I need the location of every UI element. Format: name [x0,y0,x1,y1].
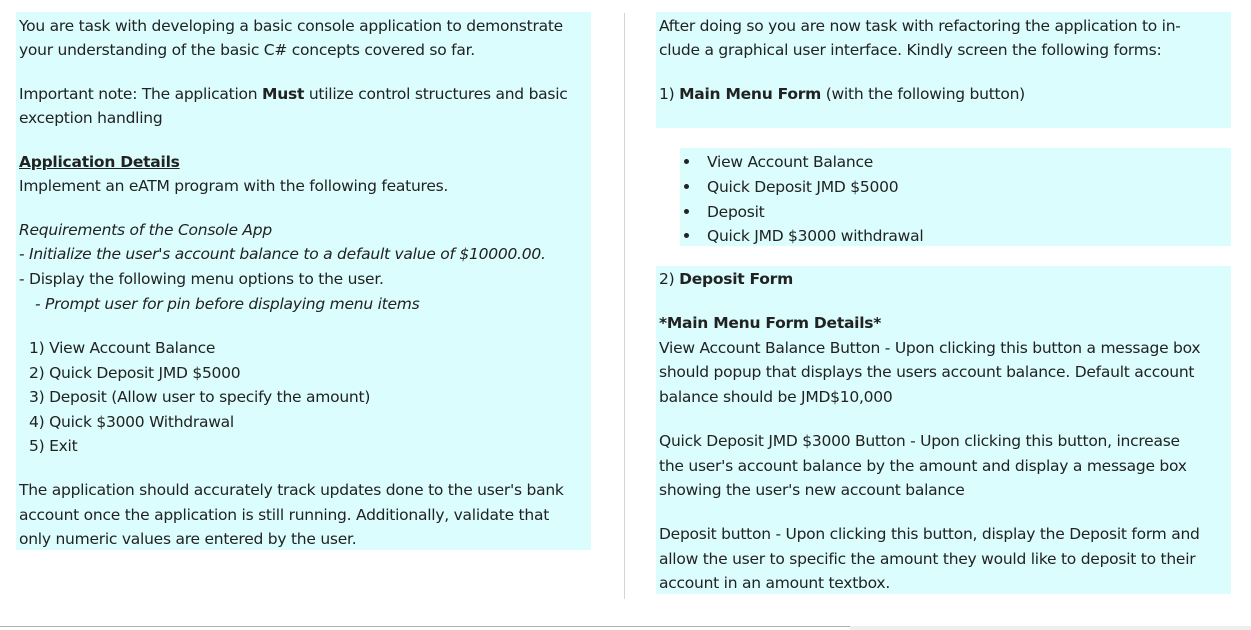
bottom-rule [0,626,850,627]
bullet-icon [684,184,689,189]
button-list-item-3: Deposit [707,203,765,221]
button-list-item-2: Quick Deposit JMD $5000 [707,178,899,196]
application-details-heading: Application Details [19,153,180,171]
bottom-scroll-strip [850,626,1251,630]
deposit-form-heading [659,269,793,289]
detail-deposit-line-1: Deposit button - Upon clicking this button, display the Deposit form and [659,525,1200,543]
detail-view-balance-line-2: should popup that displays the users account balance. Default account [659,363,1195,381]
bullet-icon [684,159,689,164]
deposit-form-title: Deposit Form [679,270,793,288]
detail-view-balance-line-3: balance should be JMD$10,000 [659,388,893,406]
main-menu-details-heading: *Main Menu Form Details* [659,314,882,332]
menu-option-5: 5) Exit [29,437,78,455]
main-menu-form-number: 1) [659,85,680,103]
menu-option-4: 4) Quick $3000 Withdrawal [29,413,234,431]
important-note-emphasis: Must [262,85,305,103]
detail-view-balance-line-1: View Account Balance Button - Upon clicking this button a message box [659,339,1201,357]
closing-line-1: The application should accurately track updates done to the user's bank [19,481,564,499]
application-details-text: Implement an eATM program with the following features. [19,177,449,195]
important-note-suffix: utilize control structures and basic [304,85,568,103]
column-divider [624,13,625,599]
bullet-icon [684,209,689,214]
intro-line-2: your understanding of the basic C# concepts covered so far. [19,41,475,59]
detail-quick-deposit-line-3: showing the user's new account balance [659,481,965,499]
main-menu-form-heading [659,84,1025,104]
main-menu-form-title: Main Menu Form [679,85,822,103]
bullet-icon [684,233,689,238]
detail-quick-deposit-line-1: Quick Deposit JMD $3000 Button - Upon clicking this button, increase [659,432,1180,450]
main-menu-form-suffix: (with the following button) [821,85,1025,103]
menu-option-1: 1) View Account Balance [29,339,216,357]
important-note-line-2: exception handling [19,109,163,127]
menu-option-3: 3) Deposit (Allow user to specify the amount) [29,388,371,406]
detail-deposit-line-2: allow the user to specific the amount they would like to deposit to their [659,550,1196,568]
important-note-prefix: Important note: The application [19,85,263,103]
intro-line-1: You are task with developing a basic console application to demonstrate [19,17,563,35]
requirement-item-3: - Prompt user for pin before displaying menu items [35,295,420,313]
requirement-item-2: - Display the following menu options to the user. [19,270,384,288]
closing-line-2: account once the application is still running. Additionally, validate that [19,506,550,524]
important-note [19,84,568,104]
deposit-form-number: 2) [659,270,680,288]
requirement-item-1: - Initialize the user's account balance to a default value of $10000.00. [19,245,546,263]
detail-deposit-line-3: account in an amount textbox. [659,574,891,592]
button-list-item-1: View Account Balance [707,153,874,171]
button-list-item-4: Quick JMD $3000 withdrawal [707,227,924,245]
requirements-title: Requirements of the Console App [19,221,272,239]
gui-intro-line-2: clude a graphical user interface. Kindly screen the following forms: [659,41,1162,59]
detail-quick-deposit-line-2: the user's account balance by the amount and display a message box [659,457,1187,475]
closing-line-3: only numeric values are entered by the user. [19,530,357,548]
menu-option-2: 2) Quick Deposit JMD $5000 [29,364,241,382]
gui-intro-line-1: After doing so you are now task with refactoring the application to in- [659,17,1181,35]
